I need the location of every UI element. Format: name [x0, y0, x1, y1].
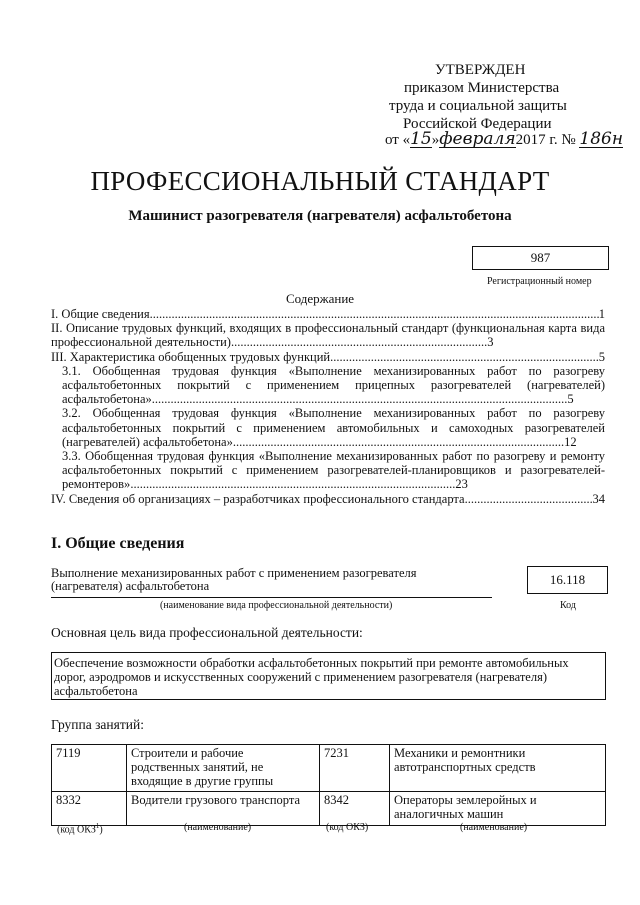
occupation-name-cell: Механики и ремонтники автотранспортных средств [390, 745, 606, 792]
activity-code-caption: Код [560, 600, 576, 611]
okz-code-cell: 8342 [320, 792, 390, 826]
activity-name-line-1: Выполнение механизированных работ с применением разогревателя [51, 566, 417, 580]
toc-item-text: II. Описание трудовых функций, входящих в профессиональный стандарт (функциональная карта вида профессиональной деятельности) [51, 321, 605, 350]
toc-item-page: 5 [598, 349, 605, 364]
toc-item[interactable]: 3.2. Обобщенная трудовая функция «Выполнение механизированных работ по разогреву асфальтобетонных покрытий с применением автомобильных и самоходных разогревателей (нагревателей) асфальтобетона»..........................................................................................................12 [62, 406, 605, 449]
table-row [52, 745, 606, 792]
toc-item-page: 23 [455, 477, 468, 492]
toc-item-page: 12 [564, 434, 577, 449]
activity-name-line-2: (нагревателя) асфальтобетона [51, 579, 210, 593]
goal-label: Основная цель вида профессиональной деятельности: [51, 625, 363, 640]
occupation-groups-table [51, 744, 606, 826]
approval-line-2: труда и социальной защиты [389, 98, 567, 114]
activity-name [51, 567, 491, 593]
okz-code-cell: 7231 [320, 745, 390, 792]
section-heading: I. Общие сведения [51, 535, 185, 552]
occupation-name-cell: Строители и рабочие родственных занятий, не входящие в другие группы [127, 745, 320, 792]
toc-item[interactable]: 3.1. Обобщенная трудовая функция «Выполнение механизированных работ по разогреву асфальтобетонных покрытий с применением прицепных разогревателей (нагревателей) асфальтобетона».....................................................................................................................................5 [62, 363, 605, 407]
document-subtitle: Машинист разогревателя (нагревателя) асфальтобетона [128, 208, 512, 224]
toc-item[interactable] [51, 492, 605, 506]
order-number: 186н [579, 129, 624, 149]
activity-code-box: 16.118 [527, 566, 608, 594]
toc-item-page: 3 [487, 335, 494, 350]
toc-item-page: 1 [598, 307, 605, 321]
approval-heading: УТВЕРЖДЕН [435, 62, 526, 78]
approval-line-1: приказом Министерства [404, 80, 560, 96]
toc-item-text: III. Характеристика обобщенных трудовых функций [51, 349, 331, 364]
document-title: ПРОФЕССИОНАЛЬНЫЙ СТАНДАРТ [90, 166, 550, 196]
toc-heading: Содержание [285, 291, 355, 306]
toc-item[interactable]: 3.3. Обобщенная трудовая функция «Выполнение механизированных работ по разогреву и ремонту асфальтобетонных покрытий с применением разогревателей-планировщиков и разогревателей-ремонтеров»........................................................................................................23 [62, 449, 605, 492]
table-of-contents [51, 307, 605, 506]
approval-line-3: Российской Федерации [403, 116, 552, 132]
groups-label: Группа занятий: [51, 717, 144, 732]
toc-item[interactable] [51, 307, 605, 321]
toc-item-text: IV. Сведения об организациях – разработчиках профессионального стандарта [51, 491, 465, 506]
toc-item-text: 3.3. Обобщенная трудовая функция «Выполнение механизированных работ по разогреву и ремонту асфальтобетонных покрытий с применением разогревателей-планировщиков и разогревателей-ремонтеров» [62, 449, 605, 492]
date-mid: » [431, 132, 440, 148]
occupation-name-cell: Операторы землеройных и аналогичных машин [390, 792, 606, 826]
activity-underline [51, 597, 492, 598]
date-prefix: от « [385, 132, 411, 148]
occupation-name-cell: Водители грузового транспорта [127, 792, 320, 826]
date-day: 15 [410, 129, 432, 149]
goal-text-box: Обеспечение возможности обработки асфальтобетонных покрытий при ремонте автомобильных дорог, аэродромов и искусственных сооружений с применением разогревателя (нагревателя) асфальтобетона [51, 652, 606, 700]
okz-code-cell: 8332 [52, 792, 127, 826]
toc-item-text: 3.1. Обобщенная трудовая функция «Выполнение механизированных работ по разогреву асфальтобетонных покрытий с применением прицепных разогревателей (нагревателей) асфальтобетона» [62, 363, 605, 407]
activity-caption: (наименование вида профессиональной деятельности) [160, 600, 393, 611]
toc-item-text: I. Общие сведения [51, 307, 150, 321]
table-row [52, 792, 606, 826]
date-year: 2017 г. № [515, 132, 576, 148]
okz-code-cell: 7119 [52, 745, 127, 792]
caption-name-2: (наименование) [460, 822, 528, 833]
toc-item[interactable] [51, 350, 605, 364]
date-month: февраля [439, 129, 516, 149]
toc-item-page: 5 [567, 392, 574, 407]
approval-date-line [385, 131, 623, 149]
caption-okz-code-2: (код ОКЗ) [326, 822, 369, 833]
registration-number-label: Регистрационный номер [487, 276, 592, 287]
registration-number-box: 987 [472, 246, 609, 270]
toc-item[interactable]: II. Описание трудовых функций, входящих в профессиональный стандарт (функциональная карта вида профессиональной деятельности)..................................................................................3 [51, 321, 605, 350]
toc-item-page: 34 [592, 491, 605, 506]
caption-okz-code-1: (код ОКЗ$^1$) [57, 822, 103, 836]
caption-name-1: (наименование) [184, 822, 252, 833]
footnote-mark[interactable]: 1 [95, 822, 100, 830]
toc-item-text: 3.2. Обобщенная трудовая функция «Выполнение механизированных работ по разогреву асфальтобетонных покрытий с применением автомобильных и самоходных разогревателей (нагревателей) асфальтобетона» [62, 406, 605, 449]
